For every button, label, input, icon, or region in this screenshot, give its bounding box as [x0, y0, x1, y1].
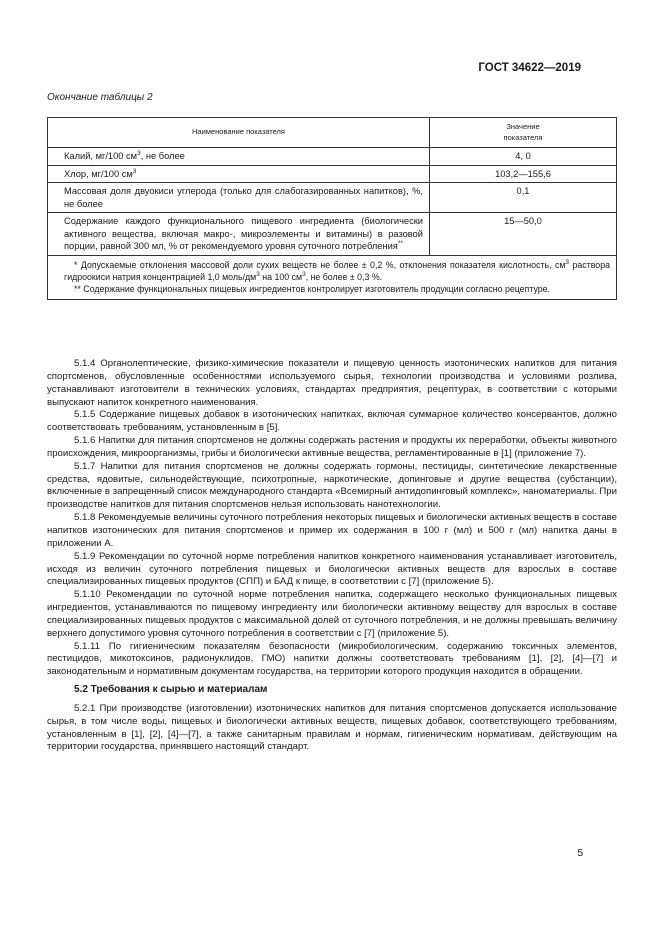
- section-heading-5-2: 5.2 Требования к сырью и материалам: [74, 684, 268, 696]
- paragraph-5-1-11: 5.1.11 По гигиеническим показателям безопасности (микробиологическим, содержанию токсичных элементов, пестицидов, микотоксинов, радионуклидов, ГМО) напитки должны соответствовать требованиям [1], [2], [4]—[7] и законодательным и нормативным документам государства, на территории которого продукция находится в обращении.: [47, 640, 617, 678]
- table-row: [48, 213, 617, 256]
- row-value-functional-ingredient: 15—50,0: [430, 213, 617, 256]
- paragraph-5-1-8: 5.1.8 Рекомендуемые величины суточного потребления некоторых пищевых и биологически активных веществ в составе напитков изотонических для питания спортсменов и пример их содержания в 100 г (мл) и 500 г (мл) напитка даны в приложении А.: [47, 512, 617, 549]
- paragraph-5-2-1: 5.2.1 При производстве (изготовлении) изотонических напитков для питания спортсменов допускается использование сырья, в том числе воды, пищевых и биологически активных веществ, пищевых добавок, соответствующего требованиям, установленным в [1], [2], [4]—[7], а также санитарным правилам и нормам, гигиеническим нормативам, действующим на территории государства, принявшего настоящий стандарт.: [47, 702, 617, 753]
- paragraph-5-1-9: 5.1.9 Рекомендации по суточной норме потребления напитков конкретного наименования устанавливает изготовитель, исходя из величин суточного потребления пищевых и биологически активных веществ для взрослых в составе специализированных пищевых продуктов (СПП) и БАД к пище, в соответствии с [7] (приложение 5).: [47, 550, 617, 588]
- row-name-chlorine: Хлор, мг/100 $см^3$: [48, 165, 430, 183]
- indicators-table: [47, 117, 617, 300]
- column-header-value: [430, 118, 617, 148]
- table-header-row: [48, 118, 617, 148]
- table-caption: Окончание таблицы 2: [47, 92, 153, 103]
- table-note-2: ** Содержание функциональных пищевых ингредиентов контролирует изготовитель продукции согласно рецептуре.: [74, 284, 550, 295]
- page-number: 5: [577, 848, 583, 859]
- standard-designation: ГОСТ 34622—2019: [478, 62, 581, 74]
- row-value-potassium: 4, 0: [430, 148, 617, 166]
- table-row: [48, 183, 617, 213]
- row-name-co2: Массовая доля двуокиси углерода (только для слабогазированных напитков), %, не более: [48, 183, 430, 213]
- column-header-value-line2: показателя: [503, 132, 543, 142]
- table-notes-row: [48, 255, 617, 299]
- paragraph-5-1-6: 5.1.6 Напитки для питания спортсменов не должны содержать растения и продукты их переработки, объекты животного происхождения, микроорганизмы, грибы и биологически активные вещества, регламентированные в [1] (приложение 7).: [47, 435, 617, 459]
- paragraph-5-1-5: 5.1.5 Содержание пищевых добавок в изотонических напитках, включая суммарное количество консервантов, должно соответствовать требованиям, установленным в [5].: [47, 409, 617, 434]
- row-value-chlorine: 103,2—155,6: [430, 165, 617, 183]
- table-notes: [48, 255, 617, 299]
- row-name-functional-ingredient: Содержание каждого функционального пищевого ингредиента (биологически активного вещества, включая макро-, микроэлементы и витамины) в разовой порции, равной 300 мл, % от рекомендуемого уровня суточного потребления**: [48, 213, 430, 256]
- body-text: [47, 358, 617, 754]
- paragraph-5-1-10: 5.1.10 Рекомендации по суточной норме потребления напитка, содержащего несколько функциональных пищевых ингредиентов, устанавливаются по пищевому ингредиенту или биологически активному веществу для взрослых в составе специализированных пищевых продуктов с максимальной долей от суточного потребления, и не должны превышать величину верхнего допустимого уровня суточного потребления в соответствии с [7] (приложение 5).: [47, 589, 617, 639]
- table-note-1: * Допускаемые отклонения массовой доли сухих веществ не более ± 0,2 %, отклонения показателя кислотность, $см^3$ раствора гидроокиси натрия концентрацией 1,0 моль/$дм^3$ на 100 $см^3$, не более ± 0,3 %.: [64, 258, 610, 283]
- row-value-co2: 0,1: [430, 183, 617, 213]
- row-name-potassium: Калий, мг/100 $см^3$, не более: [48, 148, 430, 166]
- table-row: [48, 165, 617, 183]
- paragraph-5-1-4: 5.1.4 Органолептические, физико-химические показатели и пищевую ценность изотонических напитков для питания спортсменов, обусловленные особенностями используемого сырья, технологии производства и условиями розлива, устанавливают изготовители в технических условиях, стандартах предприятия, рецептурах, в соответствии с которыми выпускают напиток конкретного наименования.: [47, 358, 617, 408]
- table-row: [48, 148, 617, 166]
- paragraph-5-1-7: 5.1.7 Напитки для питания спортсменов не должны содержать гормоны, пестициды, синтетические лекарственные средства, ядовитые, сильнодействующие, психотропные, наркотические, допинговые и другие вещества (субстанции), включенные в запрещенный список международного стандарта «Всемирный антидопинговый комплекс», наноматериалы. При производстве напитков для питания спортсменов нельзя использовать нанотехнологии.: [47, 460, 617, 511]
- column-header-value-line1: Значение: [506, 122, 540, 132]
- column-header-name: Наименование показателя: [48, 118, 430, 148]
